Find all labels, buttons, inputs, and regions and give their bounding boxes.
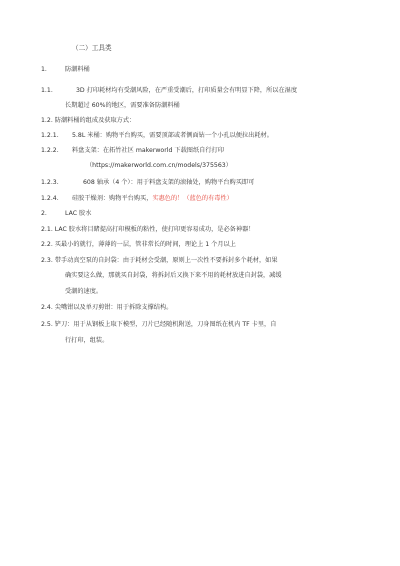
item-text: 受潮的速度。 — [65, 288, 103, 295]
item-number: 1.2.1. — [41, 132, 59, 139]
item-number: 1. — [41, 66, 47, 73]
item-text: 长期超过 60%的地区，需要准备防潮料桶 — [65, 102, 180, 109]
item-text: 1.2. 防潮料桶的组成及获取方式： — [41, 117, 136, 124]
warning-highlight: 实惠色的！（蓝色的有毒性） — [152, 195, 233, 202]
item-link-text: （https://makerworld.com.cn/models/375563） — [86, 162, 232, 169]
item-text: 3D 打印耗材均有受潮风险，在严重受潮后，打印质量会有明显下降，所以在湿度 — [76, 87, 298, 94]
item-text — [72, 194, 233, 203]
item-text: 5.8L 米桶：购物平台购买，需要顶部或者侧面钻一个小孔以便拉出耗材。 — [72, 132, 273, 139]
item-text: 防潮料桶 — [65, 66, 90, 73]
item-number: 1.2.2. — [41, 147, 59, 154]
item-text: 料盘支架：在拓竹社区 makerworld 下载图纸自行打印 — [72, 147, 224, 154]
item-text: 2.3. 带手动真空泵的自封袋：由于耗材会受潮，原则上一次性不要拆封多个耗材，如果 — [41, 257, 278, 264]
item-text: LAC 胶水 — [65, 210, 92, 217]
item-number: 1.2.3. — [41, 179, 59, 186]
item-number: 1.2.4. — [41, 195, 59, 202]
item-text: 2.2. 买最小的就行，薄薄的一层，管非常长的时间，理论上 1 个月以上 — [41, 241, 236, 248]
item-text: 行打印，组装。 — [65, 337, 109, 344]
item-text: 608 轴承（4 个）：用于料盘支架的滚轴处，购物平台购买即可 — [83, 179, 255, 186]
item-number: 1.1. — [41, 87, 53, 94]
item-text: 2.4. 尖嘴钳以及单刃剪钳：用于拆除支撑结构。 — [41, 304, 173, 311]
item-text-plain: 硅胶干燥剂：购物平台购买， — [72, 195, 153, 202]
item-text: 2.1. LAC 胶水将目睹提高打印模板的粘性，使打印更容易成功，是必备神器！ — [41, 226, 255, 233]
section-title: （二）工具类 — [72, 44, 112, 52]
item-text: 确实要这么做，那就买自封袋，将拆封后又换下来不用的耗材放进自封袋，减缓 — [65, 272, 282, 279]
item-text: 2.5. 铲刀：用于从钢板上取下模型，刀片已经随机附送，刀身图纸在机内 TF 卡里，自 — [41, 321, 277, 328]
item-number: 2. — [41, 210, 47, 217]
